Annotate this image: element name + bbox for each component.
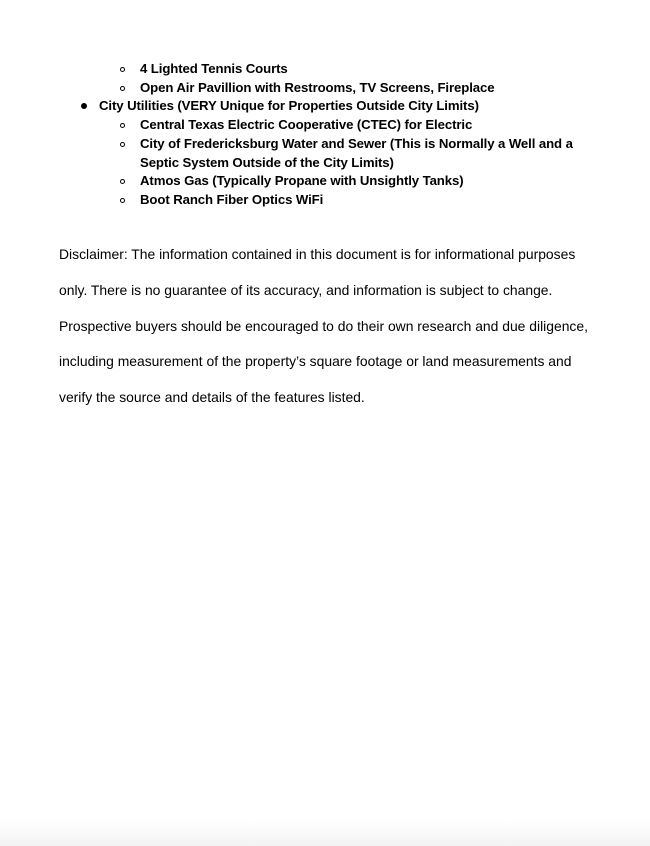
- disclaimer-line: Disclaimer: The information contained in this document is for informational purposes: [59, 245, 576, 262]
- list-item-text-continuation: Septic System Outside of the City Limits): [140, 154, 394, 170]
- disclaimer-line: Prospective buyers should be encouraged to do their own research and due diligence,: [59, 317, 588, 334]
- hollow-bullet-icon: [120, 123, 125, 128]
- list-item-text: City of Fredericksburg Water and Sewer (This is Normally a Well and a: [140, 136, 573, 151]
- disclaimer-line: including measurement of the property’s square footage or land measurements and: [59, 353, 572, 370]
- hollow-bullet-icon: [120, 86, 125, 91]
- filled-bullet-icon: [81, 103, 87, 109]
- list-item-text: Open Air Pavillion with Restrooms, TV Screens, Fireplace: [140, 80, 495, 95]
- disclaimer-line: only. There is no guarantee of its accuracy, and information is subject to change.: [59, 281, 553, 298]
- hollow-bullet-icon: [120, 142, 125, 147]
- list-item-text: Boot Ranch Fiber Optics WiFi: [140, 192, 324, 207]
- list-item-text: 4 Lighted Tennis Courts: [140, 61, 288, 76]
- list-item-text: City Utilities (VERY Unique for Properties Outside City Limits): [99, 98, 479, 113]
- hollow-bullet-icon: [120, 67, 125, 72]
- hollow-bullet-icon: [120, 198, 125, 203]
- page-bottom-edge: [0, 820, 650, 846]
- list-item-text: Atmos Gas (Typically Propane with Unsightly Tanks): [140, 173, 464, 188]
- hollow-bullet-icon: [120, 179, 125, 184]
- disclaimer-paragraph: [59, 228, 594, 425]
- disclaimer-line: verify the source and details of the features listed.: [59, 389, 365, 406]
- list-item-text: Central Texas Electric Cooperative (CTEC) for Electric: [140, 117, 473, 132]
